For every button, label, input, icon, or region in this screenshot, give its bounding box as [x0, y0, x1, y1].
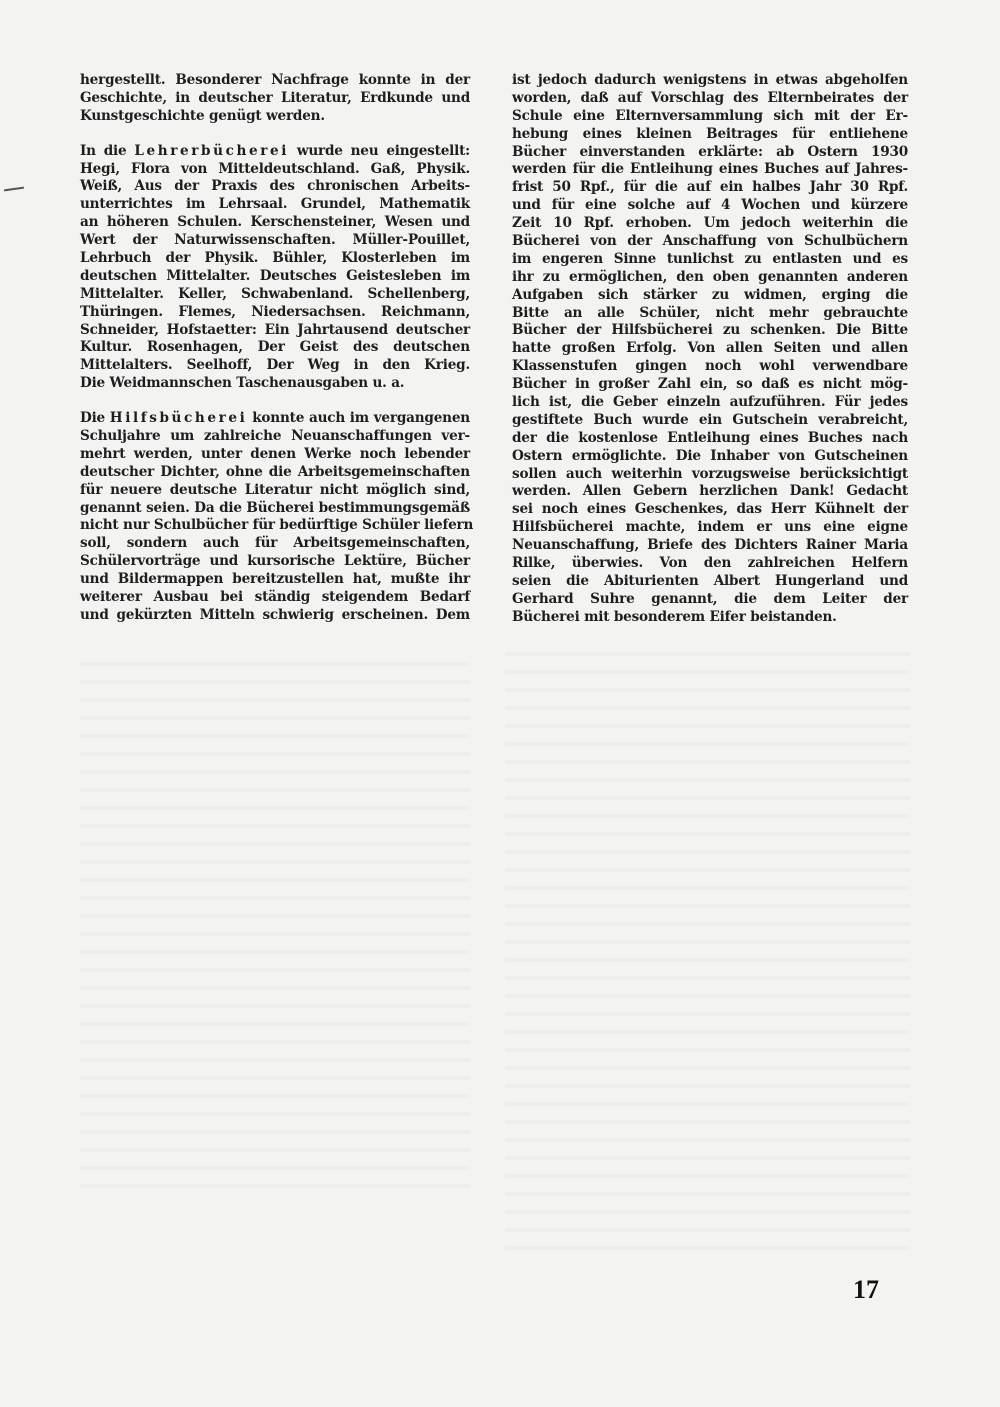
text-line: weiterer Ausbau bei ständig steigendem Bedarf [80, 589, 470, 606]
text-line: Wert der Naturwissenschaften. Müller-Pouillet, [80, 232, 470, 249]
text-line: hergestellt. Besonderer Nachfrage konnte in der [80, 72, 470, 88]
text-line: Zeit 10 Rpf. erhoben. Um jedoch weiterhin die [512, 215, 908, 232]
text-line: soll, sondern auch für Arbeitsgemeinschaften, [80, 535, 470, 552]
text-line: deutscher Dichter, ohne die Arbeitsgemeinschaften [80, 463, 470, 480]
right-column [512, 72, 908, 644]
text-line: Bücher der Hilfsbücherei zu schenken. Die Bitte [512, 322, 908, 339]
text-line: Neuanschaffung, Briefe des Dichters Rainer Maria [512, 537, 908, 554]
text-line: ihr zu ermöglichen, den oben genannten anderen [512, 268, 908, 285]
text-line: Rilke, überwies. Von den zahlreichen Helfern [512, 555, 908, 572]
text-line: Bücherei von der Anschaffung von Schulbüchern [512, 233, 908, 250]
text-line: Kunstgeschichte genügt werden. [80, 107, 325, 124]
text-line: Geschichte, in deutscher Literatur, Erdkunde und [80, 89, 470, 106]
text-line: Hegi, Flora von Mitteldeutschland. Gaß, Physik. [80, 160, 470, 177]
text-line: Schülervorträge und kursorische Lektüre, Bücher [80, 553, 470, 570]
show-through-text [80, 650, 470, 1200]
text-line: In die Lehrerbücherei wurde neu eingestellt: [80, 142, 470, 159]
show-through-text [505, 640, 910, 1260]
text-line: für neuere deutsche Literatur nicht möglich sind, [80, 481, 470, 498]
text-line: Schule eine Elternversammlung sich mit der Er- [512, 107, 908, 124]
text-line: und Bildermappen bereitzustellen hat, mußte ihr [80, 571, 470, 588]
page-number: 17 [853, 1275, 879, 1304]
text-line: hebung eines kleinen Beitrages für entliehene [512, 125, 908, 142]
text-line: Die Hilfsbücherei konnte auch im vergangenen [80, 410, 470, 427]
text-line: Bitte an alle Schüler, nicht mehr gebrauchte [512, 304, 908, 321]
text-line: Kultur. Rosenhagen, Der Geist des deutschen [80, 339, 470, 356]
text-line: sei noch eines Geschenkes, das Herr Kühnelt der [512, 501, 908, 518]
text-line: im engeren Sinne tunlichst zu entlasten und es [512, 250, 908, 267]
text-line: unterrichtes im Lehrsaal. Grundel, Mathematik [80, 196, 470, 213]
paragraph [512, 72, 908, 627]
text-line: Hilfsbücherei machte, indem er uns eine eigne [512, 519, 908, 536]
margin-mark [4, 187, 24, 192]
text-line: Weiß, Aus der Praxis des chronischen Arbeits- [80, 178, 470, 195]
text-line: werden für die Entleihung eines Buches auf Jahres- [512, 161, 908, 178]
text-line: sollen auch weiterhin vorzugsweise berücksichtigt [512, 465, 908, 482]
emphasized-term: Hilfsbücherei [109, 410, 248, 427]
text-line: Bücher einverstanden erklärte: ab Ostern 1930 [512, 143, 908, 160]
left-column [80, 72, 474, 642]
emphasized-term: Lehrerbücherei [134, 142, 289, 159]
text-line: nicht nur Schulbücher für bedürftige Schüler liefern [80, 517, 474, 534]
text-line: seien die Abiturienten Albert Hungerland und [512, 572, 908, 589]
text-line: mehrt werden, unter denen Werke noch lebender [80, 445, 470, 462]
text-line: gestiftete Buch wurde ein Gutschein verabreicht, [512, 411, 908, 428]
text-line: Klassenstufen gingen noch wohl verwendbare [512, 358, 908, 375]
paragraph [80, 143, 470, 393]
text-line: lich ist, die Geber einzeln aufzuführen. Für jedes [512, 394, 908, 411]
text-line: und für eine solche auf 4 Wochen und kürzere [512, 197, 908, 214]
text-line: Bücher in großer Zahl ein, so daß es nicht mög- [512, 376, 908, 393]
text-line: Mittelalter. Keller, Schwabenland. Schellenberg, [80, 285, 470, 302]
paragraph [80, 410, 474, 625]
text-line: hatte großen Erfolg. Von allen Seiten und allen [512, 340, 908, 357]
text-line: der die kostenlose Entleihung eines Buches nach [512, 429, 908, 446]
text-line: Thüringen. Flemes, Niedersachsen. Reichmann, [80, 303, 470, 320]
text-line: Gerhard Suhre genannt, die dem Leiter der [512, 590, 908, 607]
text-line: frist 50 Rpf., für die auf ein halbes Jahr 30 Rpf. [512, 179, 908, 196]
text-line: Bücherei mit besonderem Eifer beistanden. [512, 608, 837, 625]
text-line: ist jedoch dadurch wenigstens in etwas abgeholfen [512, 72, 908, 88]
text-line: worden, daß auf Vorschlag des Elternbeirates der [512, 89, 908, 106]
text-line: Die Weidmannschen Taschenausgaben u. a. [80, 375, 405, 392]
text-line: genannt seien. Da die Bücherei bestimmungsgemäß [80, 499, 470, 516]
text-line: Lehrbuch der Physik. Bühler, Klosterleben im [80, 250, 470, 267]
text-line: und gekürzten Mitteln schwierig erscheinen. Dem [80, 606, 470, 623]
text-line: werden. Allen Gebern herzlichen Dank! Gedacht [512, 483, 908, 500]
text-line: an höheren Schulen. Kerschensteiner, Wesen und [80, 214, 470, 231]
text-line: Aufgaben sich stärker zu widmen, erging die [512, 286, 908, 303]
text-line: Mittelalters. Seelhoff, Der Weg in den Krieg. [80, 357, 470, 374]
text-line: deutschen Mittelalter. Deutsches Geistesleben im [80, 267, 470, 284]
text-line: Ostern ermöglichte. Die Inhaber von Gutscheinen [512, 447, 908, 464]
text-line: Schuljahre um zahlreiche Neuanschaffungen ver- [80, 428, 470, 445]
text-line: Schneider, Hofstaetter: Ein Jahrtausend deutscher [80, 321, 470, 338]
paragraph [80, 72, 470, 126]
